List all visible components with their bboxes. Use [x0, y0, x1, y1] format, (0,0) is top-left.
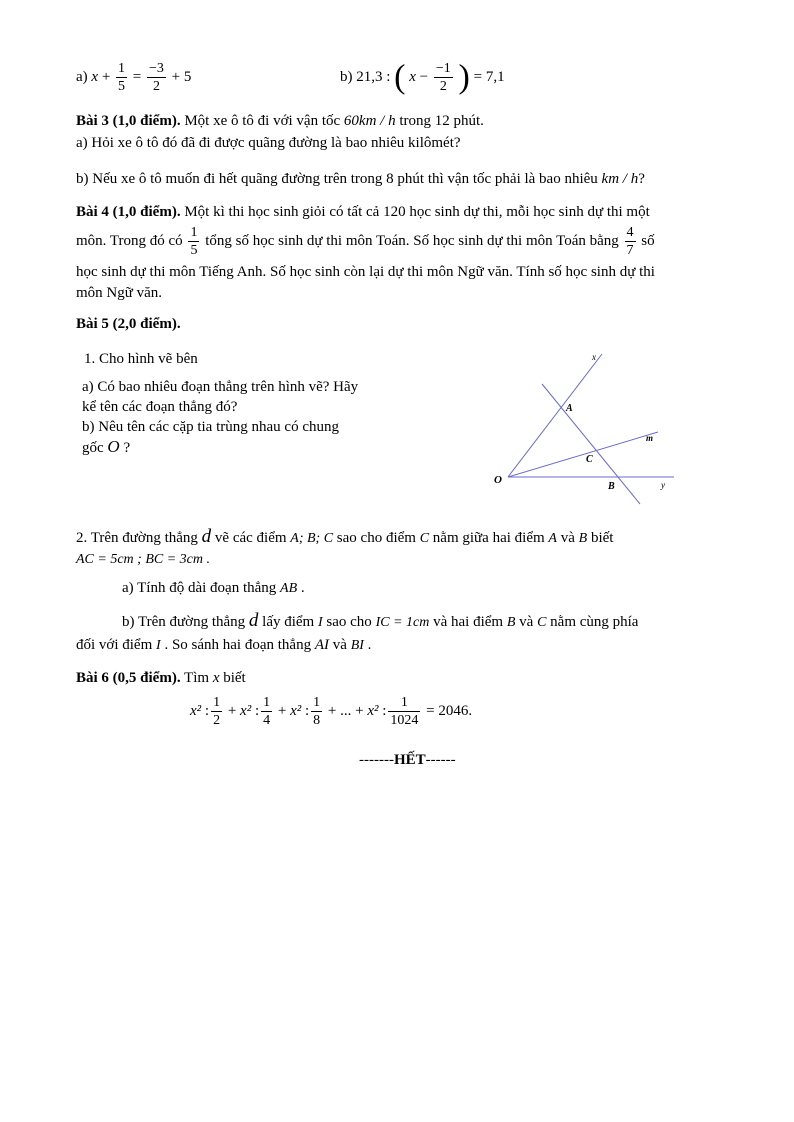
fraction-1-5: $\frac{1}{5}$: [190, 225, 198, 258]
bai4-line2: môn. Trong đó có $\frac{1}{5}$ tổng số học sinh dự thi môn Toán. Số học sinh dự thi môn Toán bằng $\frac{4}{7}$ số: [76, 225, 655, 258]
bai5-title: Bài 5 (2,0 điểm).: [76, 316, 181, 332]
bai6-line1: Bài 6 (0,5 điểm). Tìm x biết: [76, 670, 246, 686]
head: 21,3 :: [356, 68, 391, 85]
bai4-line4: môn Ngữ văn.: [76, 285, 163, 301]
equals-sign: =: [132, 68, 142, 85]
bai6-title: Bài 6 (0,5 điểm).: [76, 670, 181, 686]
bai3-question-a: a) Hỏi xe ô tô đó đã đi được quãng đường là bao nhiêu kilômét?: [76, 135, 461, 151]
paren-open: (: [394, 58, 406, 96]
bai3-question-b: b) Nếu xe ô tô muốn đi hết quãng đường trên trong 8 phút thì vận tốc phải là bao nhiêu km / h?: [76, 171, 645, 187]
label-x: x: [592, 352, 596, 362]
speed-unit: 60km / h: [343, 113, 396, 129]
fraction-minus3-2: $\frac{-3}{2}$: [149, 61, 164, 94]
minus-sign: −: [419, 68, 429, 85]
label-a: a): [76, 68, 88, 85]
bai4-line1: Bài 4 (1,0 điểm). Một kì thi học sinh giỏi có tất cả 120 học sinh dự thi, mỗi học sinh dự thi một: [76, 204, 650, 220]
bai6-equation: x² : $\frac{1}{2}$ + x² : $\frac{1}{4}$ + x² : $\frac{1}{8}$ + ... + x² : $\frac{1}{1024}$ = 2046.: [190, 695, 473, 728]
label-b: b): [340, 68, 353, 85]
fraction-1-5: $\frac{1}{5}$: [118, 61, 126, 94]
label-m: m: [646, 433, 654, 443]
label-y: y: [661, 480, 665, 490]
bai3-line1: Bài 3 (1,0 điểm). Một xe ô tô đi với vận tốc 60km / h trong 12 phút.: [76, 113, 484, 129]
line-ab: [542, 384, 640, 504]
bai5-part2-line1: 2. Trên đường thẳng d vẽ các điểm A; B; C sao cho điểm C nằm giữa hai điểm A và B biết: [76, 526, 614, 547]
bai5-part2-b-line1: b) Trên đường thẳng d lấy điểm I sao cho IC = 1cm và hai điểm B và C nằm cùng phía: [122, 610, 639, 631]
label-O: O: [494, 474, 502, 486]
geometry-figure: [490, 352, 680, 507]
bai5-part2-a: a) Tính độ dài đoạn thẳng AB .: [122, 580, 305, 596]
fraction-1-1024: $\frac{1}{1024}$: [390, 695, 419, 728]
fraction-1-4: $\frac{1}{4}$: [263, 695, 271, 728]
bai5-part1-b-line1: b) Nêu tên các cặp tia trùng nhau có chung: [82, 419, 339, 435]
label-C: C: [586, 454, 593, 465]
fraction-1-2: $\frac{1}{2}$: [213, 695, 221, 728]
bai5-part1-a-line1: a) Có bao nhiêu đoạn thẳng trên hình vẽ? Hãy: [82, 379, 359, 395]
var-x: x: [91, 68, 99, 85]
bai5-part1-b-line2: gốc O ?: [82, 437, 131, 456]
bai2-equation-a: [76, 60, 191, 95]
var-x: x: [409, 68, 416, 85]
bai5-part1: 1. Cho hình vẽ bên: [84, 351, 198, 367]
bai5-part2-given: AC = 5cm ; BC = 3cm .: [76, 552, 210, 567]
paren-close: ): [458, 58, 470, 96]
bai4-title: Bài 4 (1,0 điểm).: [76, 204, 181, 220]
bai5-part2-b-line2: đối với điểm I . So sánh hai đoạn thẳng AI và BI .: [76, 637, 372, 653]
bai5-part1-a-line2: kể tên các đoạn thẳng đó?: [82, 399, 238, 415]
bai3-title: Bài 3 (1,0 điểm).: [76, 113, 181, 129]
line-om: [508, 432, 658, 477]
fraction-4-7: $\frac{4}{7}$: [626, 225, 634, 258]
fraction-minus1-2: $\frac{-1}{2}$: [435, 61, 451, 94]
end-marker: -------HẾT------: [359, 752, 456, 768]
label-A: A: [566, 403, 573, 414]
bai4-line3: học sinh dự thi môn Tiếng Anh. Số học sinh còn lại dự thi môn Ngữ văn. Tính số học sinh dự thi: [76, 264, 655, 280]
label-B: B: [608, 481, 615, 492]
fraction-1-8: $\frac{1}{8}$: [313, 695, 321, 728]
plus-sign: +: [101, 68, 111, 85]
bai2-equation-b: [340, 60, 505, 95]
tail: = 7,1: [473, 68, 505, 85]
tail: + 5: [171, 68, 192, 85]
